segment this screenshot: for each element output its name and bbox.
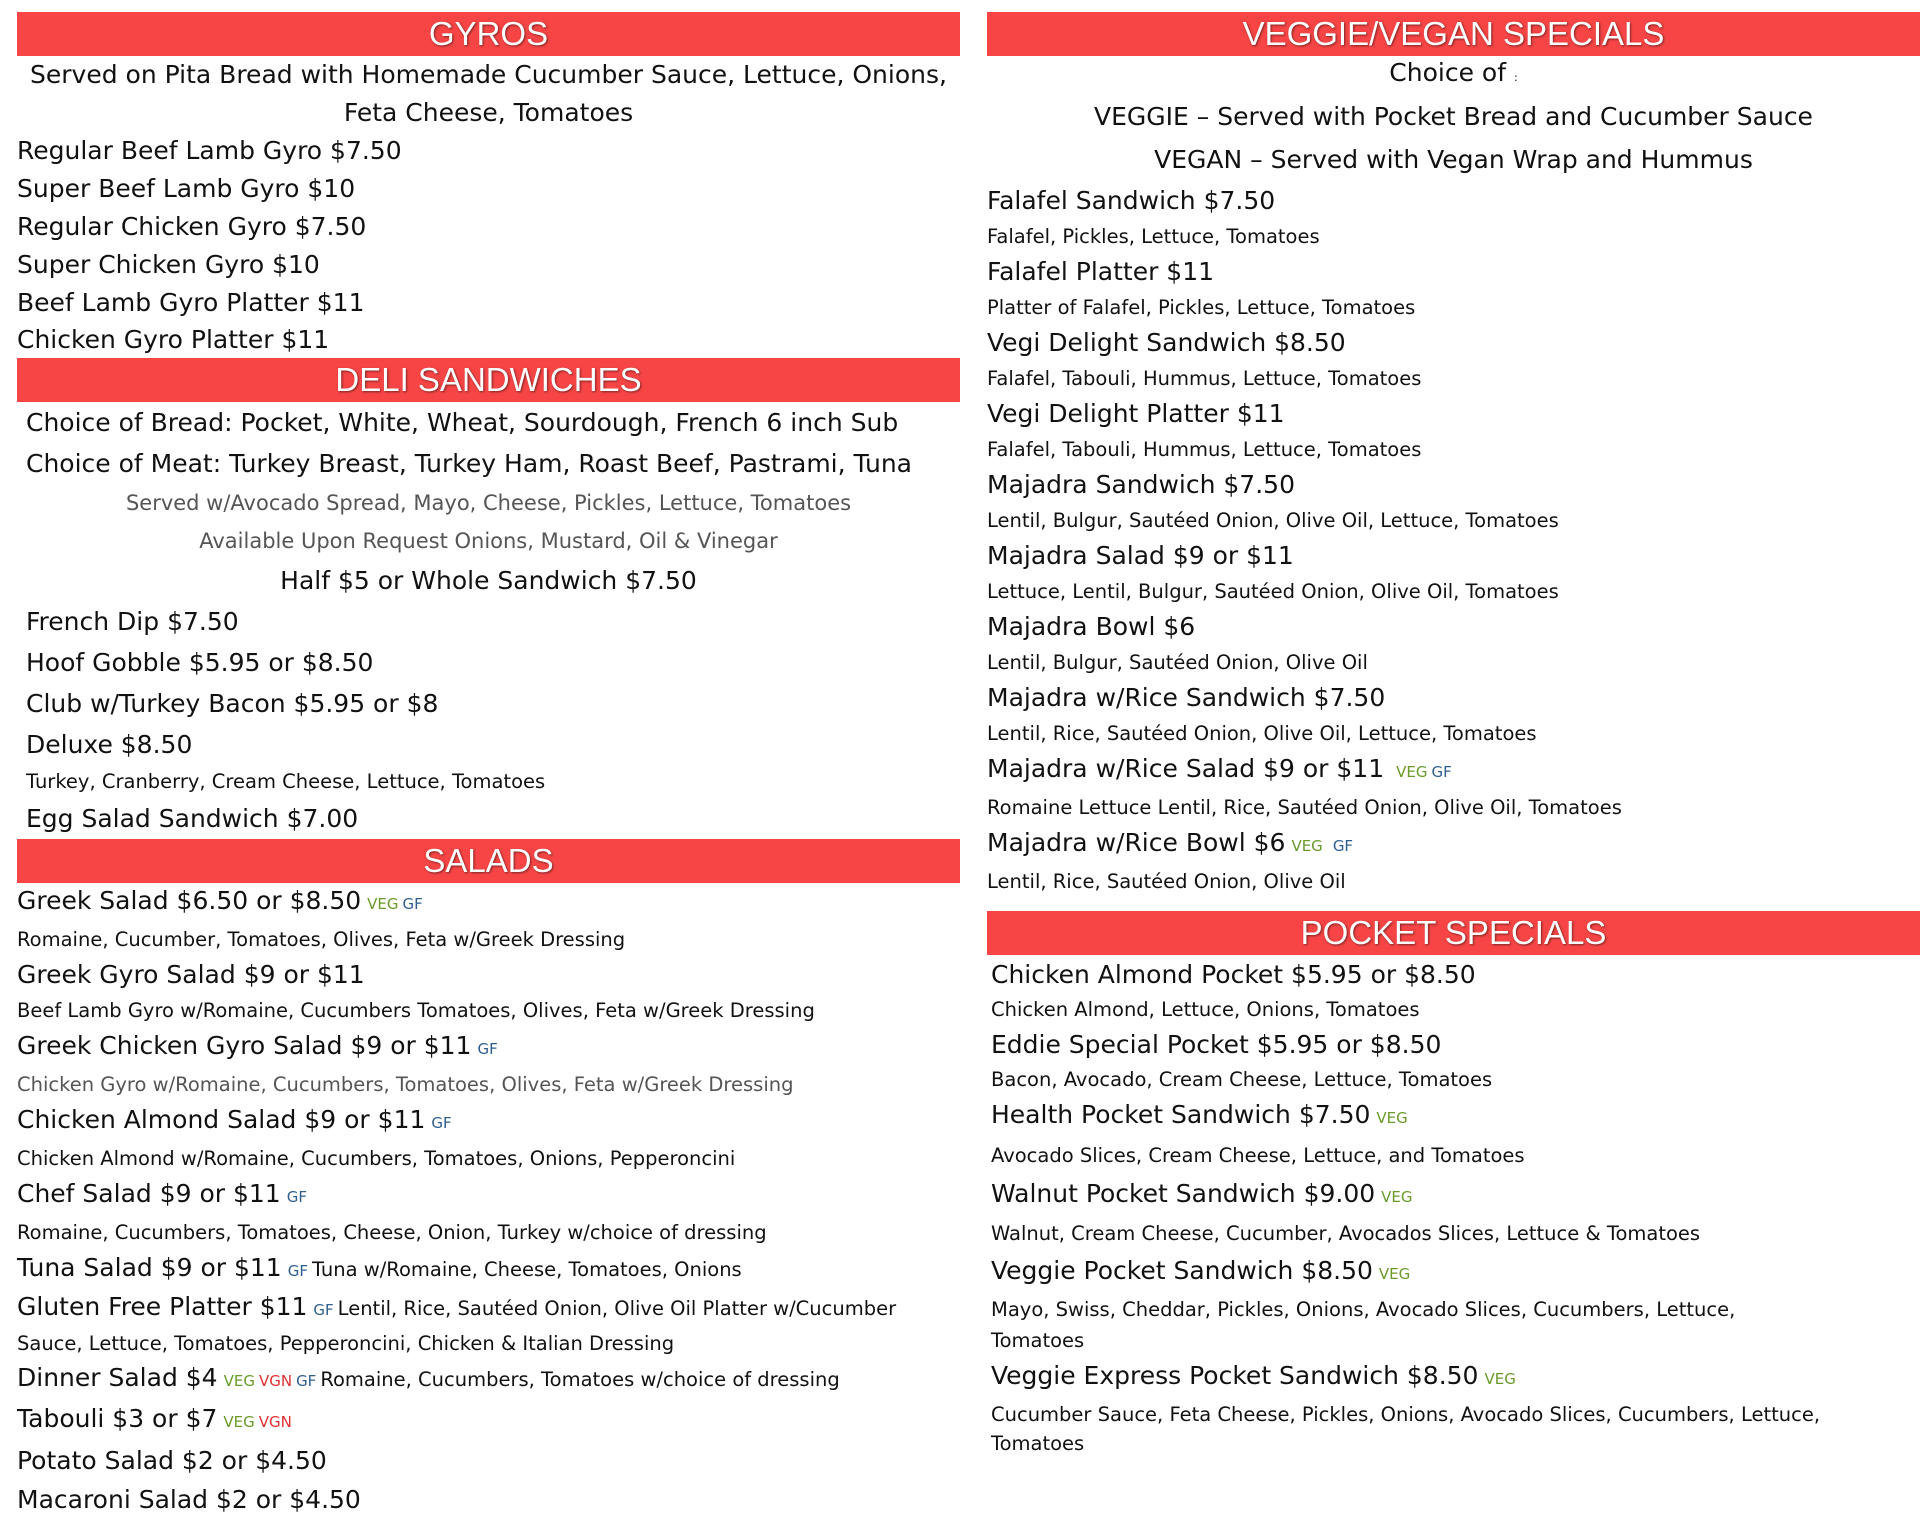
veggie-item: Majadra w/Rice Sandwich $7.50 xyxy=(987,683,1386,712)
deli-bread-choice: Choice of Bread: Pocket, White, Wheat, Sourdough, French 6 inch Sub xyxy=(26,408,899,437)
salads-header: SALADS xyxy=(17,839,960,883)
veggie-desc: Lentil, Bulgur, Sautéed Onion, Olive Oil xyxy=(987,651,1368,674)
salad-desc: Sauce, Lettuce, Tomatoes, Pepperoncini, Chicken & Italian Dressing xyxy=(17,1332,675,1355)
deli-item: Deluxe $8.50 xyxy=(26,730,193,759)
vegan-line: VEGAN – Served with Vegan Wrap and Hummus xyxy=(1154,145,1753,174)
pocket-desc: Chicken Almond, Lettuce, Onions, Tomatoes xyxy=(991,998,1420,1021)
deli-item: French Dip $7.50 xyxy=(26,607,239,636)
choice-label: Choice of xyxy=(1389,58,1506,87)
veggie-line: VEGGIE – Served with Pocket Bread and Cucumber Sauce xyxy=(1094,102,1813,131)
salad-name: Gluten Free Platter $11 xyxy=(17,1292,308,1321)
deli-item-desc: Turkey, Cranberry, Cream Cheese, Lettuce, Tomatoes xyxy=(26,770,546,793)
pocket-item xyxy=(991,1095,1920,1138)
salad-name: Dinner Salad $4 xyxy=(17,1363,218,1392)
salad-name: Tabouli $3 or $7 xyxy=(17,1404,218,1433)
pocket-item xyxy=(991,1174,1920,1217)
salad-name: Chicken Almond Salad $9 or $11 xyxy=(17,1105,426,1134)
veg-tag: VEG xyxy=(1381,1188,1413,1206)
salad-desc: Romaine, Cucumbers, Tomatoes, Cheese, Onion, Turkey w/choice of dressing xyxy=(17,1221,767,1244)
veggie-item: Majadra Bowl $6 xyxy=(987,612,1196,641)
gf-tag: GF xyxy=(431,1114,452,1132)
deli-price: Half $5 or Whole Sandwich $7.50 xyxy=(280,566,697,595)
gf-tag: GF xyxy=(402,895,423,913)
salad-desc: Romaine, Cucumbers, Tomatoes w/choice of dressing xyxy=(320,1368,840,1391)
veggie-item: Majadra Sandwich $7.50 xyxy=(987,470,1295,499)
pocket-item-name: Veggie Pocket Sandwich $8.50 xyxy=(991,1256,1373,1285)
gyro-item: Regular Beef Lamb Gyro $7.50 xyxy=(17,136,402,165)
pocket-item: Chicken Almond Pocket $5.95 or $8.50 xyxy=(991,960,1476,989)
veggie-item: Vegi Delight Sandwich $8.50 xyxy=(987,328,1346,357)
salad-desc: Chicken Gyro w/Romaine, Cucumbers, Tomatoes, Olives, Feta w/Greek Dressing xyxy=(17,1073,794,1096)
veggie-item: Vegi Delight Platter $11 xyxy=(987,399,1285,428)
pocket-item-name: Walnut Pocket Sandwich $9.00 xyxy=(991,1179,1376,1208)
vgn-tag: VGN xyxy=(258,1413,292,1431)
salad-desc: Chicken Almond w/Romaine, Cucumbers, Tomatoes, Onions, Pepperoncini xyxy=(17,1147,736,1170)
gf-tag: GF xyxy=(477,1040,498,1058)
veg-tag: VEG xyxy=(1484,1370,1516,1388)
veggie-item: Majadra Salad $9 or $11 xyxy=(987,541,1294,570)
veggie-choice xyxy=(987,56,1920,95)
veg-tag: VEG xyxy=(1378,1265,1411,1283)
veggie-desc: Lentil, Bulgur, Sautéed Onion, Olive Oil, Lettuce, Tomatoes xyxy=(987,509,1559,532)
veggie-desc: Lentil, Rice, Sautéed Onion, Olive Oil, Lettuce, Tomatoes xyxy=(987,722,1537,745)
salad-item xyxy=(17,1028,960,1067)
veggie-desc: Falafel, Pickles, Lettuce, Tomatoes xyxy=(987,225,1320,248)
pocket-item xyxy=(991,1251,1920,1294)
gyros-intro-2: Feta Cheese, Tomatoes xyxy=(343,98,634,127)
salad-item xyxy=(17,1289,960,1328)
salad-name: Greek Salad $6.50 or $8.50 xyxy=(17,886,362,915)
salad-item: Greek Gyro Salad $9 or $11 xyxy=(17,960,365,989)
salad-name: Greek Chicken Gyro Salad $9 or $11 xyxy=(17,1031,472,1060)
gf-tag: GF xyxy=(1431,763,1452,781)
pocket-desc: Tomatoes xyxy=(991,1432,1085,1455)
deli-header: DELI SANDWICHES xyxy=(17,358,960,402)
veg-tag: VEG xyxy=(223,1372,255,1390)
pocket-item-name: Veggie Express Pocket Sandwich $8.50 xyxy=(991,1361,1479,1390)
left-column xyxy=(17,12,960,1520)
veg-tag: VEG xyxy=(367,895,399,913)
salad-item xyxy=(17,1360,960,1399)
deli-item: Egg Salad Sandwich $7.00 xyxy=(26,804,359,833)
pocket-desc: Walnut, Cream Cheese, Cucumber, Avocados Slices, Lettuce & Tomatoes xyxy=(991,1222,1701,1245)
gyros-header: GYROS xyxy=(17,12,960,56)
veg-tag: VEG xyxy=(1376,1109,1408,1127)
gyro-item: Super Beef Lamb Gyro $10 xyxy=(17,174,356,203)
gf-tag: GF xyxy=(296,1372,317,1390)
pocket-item-name: Health Pocket Sandwich $7.50 xyxy=(991,1100,1371,1129)
salad-item: Potato Salad $2 or $4.50 xyxy=(17,1446,327,1475)
pocket-desc: Avocado Slices, Cream Cheese, Lettuce, and Tomatoes xyxy=(991,1144,1525,1167)
salad-item: Macaroni Salad $2 or $4.50 xyxy=(17,1485,361,1514)
pocket-desc: Bacon, Avocado, Cream Cheese, Lettuce, Tomatoes xyxy=(991,1068,1493,1091)
deli-item: Hoof Gobble $5.95 or $8.50 xyxy=(26,648,374,677)
veggie-desc: Falafel, Tabouli, Hummus, Lettuce, Tomatoes xyxy=(987,367,1422,390)
pocket-item: Eddie Special Pocket $5.95 or $8.50 xyxy=(991,1030,1442,1059)
veggie-item-name: Majadra w/Rice Salad $9 or $11 xyxy=(987,754,1385,783)
choice-colon: : xyxy=(1514,71,1518,84)
veggie-item-name: Majadra w/Rice Bowl $6 xyxy=(987,828,1286,857)
gyro-item: Chicken Gyro Platter $11 xyxy=(17,325,330,354)
gf-tag: GF xyxy=(313,1301,334,1319)
salad-item xyxy=(17,1102,960,1141)
veggie-desc: Lentil, Rice, Sautéed Onion, Olive Oil xyxy=(987,870,1346,893)
veg-tag: VEG xyxy=(1396,763,1428,781)
salad-item xyxy=(17,1250,960,1289)
salad-item xyxy=(17,883,960,922)
salad-name: Chef Salad $9 or $11 xyxy=(17,1179,281,1208)
salad-desc: Tuna w/Romaine, Cheese, Tomatoes, Onions xyxy=(311,1258,742,1281)
pocket-desc: Mayo, Swiss, Cheddar, Pickles, Onions, Avocado Slices, Cucumbers, Lettuce, xyxy=(991,1298,1736,1321)
gf-tag: GF xyxy=(1332,837,1354,855)
veggie-item: Falafel Platter $11 xyxy=(987,257,1215,286)
gyros-intro-1: Served on Pita Bread with Homemade Cucumber Sauce, Lettuce, Onions, xyxy=(30,60,947,89)
salad-desc: Romaine, Cucumber, Tomatoes, Olives, Feta w/Greek Dressing xyxy=(17,928,626,951)
gyro-item: Super Chicken Gyro $10 xyxy=(17,250,320,279)
salad-desc: Beef Lamb Gyro w/Romaine, Cucumbers Tomatoes, Olives, Feta w/Greek Dressing xyxy=(17,999,815,1022)
deli-served: Served w/Avocado Spread, Mayo, Cheese, Pickles, Lettuce, Tomatoes xyxy=(125,491,852,515)
veg-tag: VEG xyxy=(1291,837,1323,855)
deli-request: Available Upon Request Onions, Mustard, Oil & Vinegar xyxy=(199,529,778,553)
pocket-item xyxy=(991,1356,1920,1399)
gyro-item: Beef Lamb Gyro Platter $11 xyxy=(17,288,365,317)
gyro-item: Regular Chicken Gyro $7.50 xyxy=(17,212,367,241)
pocket-desc: Tomatoes xyxy=(991,1329,1085,1352)
veggie-desc: Falafel, Tabouli, Hummus, Lettuce, Tomatoes xyxy=(987,438,1422,461)
deli-item: Club w/Turkey Bacon $5.95 or $8 xyxy=(26,689,439,718)
veggie-desc: Platter of Falafel, Pickles, Lettuce, Tomatoes xyxy=(987,296,1416,319)
gf-tag: GF xyxy=(286,1188,307,1206)
veggie-header: VEGGIE/VEGAN SPECIALS xyxy=(987,12,1920,56)
pocket-header: POCKET SPECIALS xyxy=(987,911,1920,955)
gf-tag: GF xyxy=(287,1262,308,1280)
salad-desc: Lentil, Rice, Sautéed Onion, Olive Oil Platter w/Cucumber xyxy=(337,1297,897,1320)
salad-name: Tuna Salad $9 or $11 xyxy=(17,1253,282,1282)
pocket-desc: Cucumber Sauce, Feta Cheese, Pickles, Onions, Avocado Slices, Cucumbers, Lettuce, xyxy=(991,1403,1821,1426)
veggie-desc: Romaine Lettuce Lentil, Rice, Sautéed Onion, Olive Oil, Tomatoes xyxy=(987,796,1622,819)
veggie-item xyxy=(987,749,1920,792)
veg-tag: VEG xyxy=(223,1413,255,1431)
salad-item xyxy=(17,1176,960,1215)
veggie-item xyxy=(987,823,1920,866)
right-column xyxy=(987,12,1920,1457)
deli-meat-choice: Choice of Meat: Turkey Breast, Turkey Ham, Roast Beef, Pastrami, Tuna xyxy=(26,449,912,478)
veggie-item: Falafel Sandwich $7.50 xyxy=(987,186,1276,215)
salad-item xyxy=(17,1399,960,1442)
vgn-tag: VGN xyxy=(258,1372,293,1390)
veggie-desc: Lettuce, Lentil, Bulgur, Sautéed Onion, Olive Oil, Tomatoes xyxy=(987,580,1559,603)
